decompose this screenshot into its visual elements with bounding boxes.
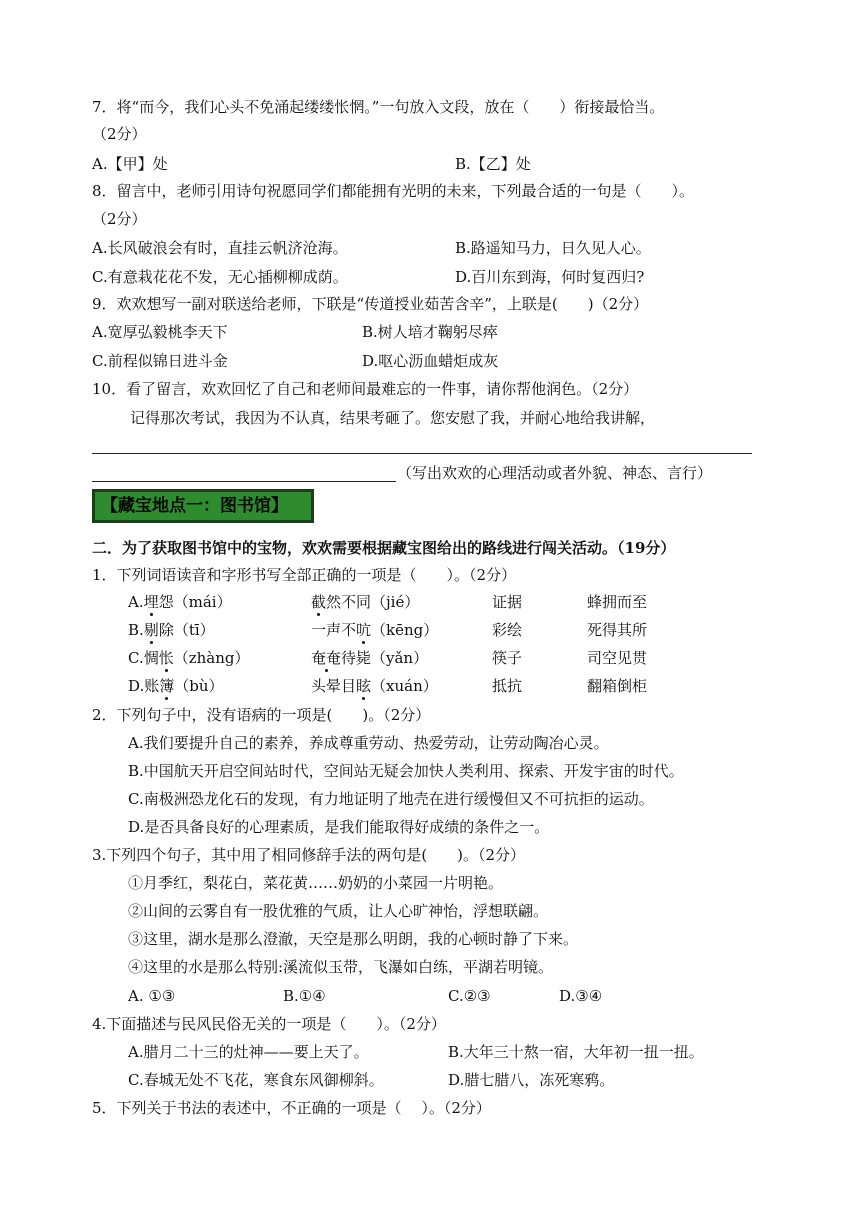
- s1-a-w2-dotted: 截: [311, 593, 327, 611]
- q10-answer-line-1: [92, 453, 752, 454]
- s4-option-d: D.腊七腊八，冻死寒鸦。: [448, 1071, 615, 1089]
- q9-option-d: D.呕心沥血蜡炬成灰: [362, 352, 499, 370]
- s1-b-w2-pre: 一声不: [311, 621, 357, 639]
- s3-stem: 3.下列四个句子，其中用了相同修辞手法的两句是( )。（2分）: [92, 846, 526, 864]
- s3-option-c: C.②③: [448, 987, 491, 1005]
- q9-stem: 9．欢欢想写一副对联送给老师，下联是“传道授业茹苦含辛”，上联是( )（2分）: [92, 295, 649, 313]
- s4-option-b: B.大年三十熬一宿，大年初一扭一扭。: [448, 1043, 704, 1061]
- s1-d-word2: [311, 676, 438, 696]
- q8-option-d: D.百川东到海，何时复西归?: [455, 268, 645, 286]
- s2-option-b: B.中国航天开启空间站时代，空间站无疑会加快人类利用、探索、开发宇宙的时代。: [128, 762, 684, 780]
- q7-option-a: A.【甲】处: [92, 155, 168, 173]
- q7-score: （2分）: [92, 125, 147, 143]
- s1-d-w2-rest: （xuán）: [371, 677, 438, 695]
- q9-option-b: B.树人培才鞠躬尽瘁: [362, 323, 498, 341]
- s1-b-w2-rest: （kēng）: [371, 621, 439, 639]
- s1-b-rest: 除（tī）: [158, 621, 215, 639]
- s1-a-w2-rest: 然不同（jié）: [326, 593, 420, 611]
- s1-d-dotted: 簿: [159, 677, 175, 695]
- s1-b-word4: 死得其所: [587, 621, 648, 639]
- s3-sentence-2: ②山间的云雾自有一股优雅的气质，让人心旷神怡，浮想联翩。: [128, 902, 549, 920]
- s4-option-a: A.腊月二十三的灶神——要上天了。: [128, 1043, 369, 1061]
- q10-stem: 10．看了留言，欢欢回忆了自己和老师间最难忘的一件事，请你帮他润色。（2分）: [92, 380, 639, 398]
- s1-b-prefix: B.: [128, 621, 144, 639]
- s3-sentence-3: ③这里，湖水是那么澄澈，天空是那么明朗，我的心顿时静了下来。: [128, 930, 579, 948]
- s1-c-word3: 筷子: [492, 649, 523, 667]
- s3-option-a: A. ①③: [128, 987, 176, 1005]
- s5-stem: 5．下列关于书法的表述中，不正确的一项是（ ）。（2分）: [92, 1099, 491, 1117]
- s1-d-word3: 抵抗: [492, 677, 523, 695]
- s2-stem: 2．下列句子中，没有语病的一项是( )。（2分）: [92, 706, 431, 724]
- s1-a-dotted: 埋: [143, 593, 159, 611]
- s1-c-word2: [311, 648, 428, 668]
- s2-option-c: C.南极洲恐龙化石的发现，有力地证明了地壳在进行缓慢但又不可抗拒的运动。: [128, 790, 654, 808]
- s1-b-word2: [311, 620, 438, 640]
- s1-c-word4: 司空见贯: [587, 649, 648, 667]
- s2-option-d: D.是否具备良好的心理素质，是我们能取得好成绩的条件之一。: [128, 818, 550, 836]
- s1-a-word2: [311, 592, 419, 612]
- s1-a-rest: 怨（mái）: [158, 593, 232, 611]
- s2-option-a: A.我们要提升自己的素养，养成尊重劳动、热爱劳动，让劳动陶冶心灵。: [128, 734, 609, 752]
- q10-answer-line-2: [92, 481, 396, 482]
- section-banner: 【藏宝地点一：图书馆】: [92, 489, 314, 523]
- s1-c-w2-rest: 待毙（yǎn）: [341, 649, 429, 667]
- s1-c-prefix: C.惆: [128, 649, 159, 667]
- s1-d-rest: （bù）: [174, 677, 224, 695]
- q8-option-c: C.有意栽花花不发，无心插柳柳成荫。: [92, 268, 348, 286]
- s3-sentence-4: ④这里的水是那么特别:溪流似玉带，飞瀑如白练，平湖若明镜。: [128, 958, 554, 976]
- s1-a-word1: [128, 592, 232, 612]
- s1-b-word3: 彩绘: [492, 621, 523, 639]
- q8-stem: 8．留言中，老师引用诗句祝愿同学们都能拥有光明的未来，下列最合适的一句是（ ）。: [92, 182, 695, 200]
- q8-score: （2分）: [92, 210, 147, 228]
- s1-b-word1: [128, 620, 215, 640]
- s1-a-word4: 蜂拥而至: [587, 593, 648, 611]
- q10-hint: （写出欢欢的心理活动或者外貌、神态、言行）: [397, 464, 713, 482]
- q7-option-b: B.【乙】处: [455, 155, 531, 173]
- s1-d-word1: [128, 676, 224, 696]
- s1-stem: 1．下列词语读音和字形书写全部正确的一项是（ ）。（2分）: [92, 566, 517, 584]
- s1-c-word1: [128, 648, 250, 668]
- s1-d-prefix: D.账: [128, 677, 160, 695]
- s1-c-rest: （zhàng）: [173, 649, 250, 667]
- s3-option-d: D.③④: [559, 987, 603, 1005]
- s1-d-word4: 翻箱倒柜: [587, 677, 648, 695]
- s1-b-dotted: 剔: [143, 621, 159, 639]
- q9-option-c: C.前程似锦日进斗金: [92, 352, 228, 370]
- s1-c-w2-dotted: 奄奄: [311, 649, 342, 667]
- q8-option-a: A.长风破浪会有时，直挂云帆济沧海。: [92, 239, 348, 257]
- s4-option-c: C.春城无处不飞花，寒食东风御柳斜。: [128, 1071, 384, 1089]
- q8-option-b: B.路遥知马力，日久见人心。: [455, 239, 651, 257]
- s1-c-dotted: 怅: [158, 649, 174, 667]
- s4-stem: 4.下面描述与民风民俗无关的一项是（ ）。（2分）: [92, 1015, 446, 1033]
- s1-a-word3: 证据: [492, 593, 523, 611]
- q7-stem: 7．将“而今，我们心头不免涌起缕缕怅惘。”一句放入文段，放在（ ）衔接最恰当。: [92, 98, 665, 116]
- s1-d-w2-dotted: 眩: [356, 677, 372, 695]
- q9-option-a: A.宽厚弘毅桃李天下: [92, 323, 228, 341]
- s1-b-w2-dotted: 吭: [356, 621, 372, 639]
- s3-sentence-1: ①月季红，梨花白，菜花黄……奶奶的小菜园一片明艳。: [128, 874, 504, 892]
- s3-option-b: B.①④: [283, 987, 326, 1005]
- section-2-heading: 二．为了获取图书馆中的宝物，欢欢需要根据藏宝图给出的路线进行闯关活动。（19分）: [92, 539, 676, 557]
- s1-d-w2-pre: 头晕目: [311, 677, 357, 695]
- q10-prompt-text: 记得那次考试，我因为不认真，结果考砸了。您安慰了我，并耐心地给我讲解，: [130, 409, 656, 427]
- s1-a-prefix: A.: [128, 593, 144, 611]
